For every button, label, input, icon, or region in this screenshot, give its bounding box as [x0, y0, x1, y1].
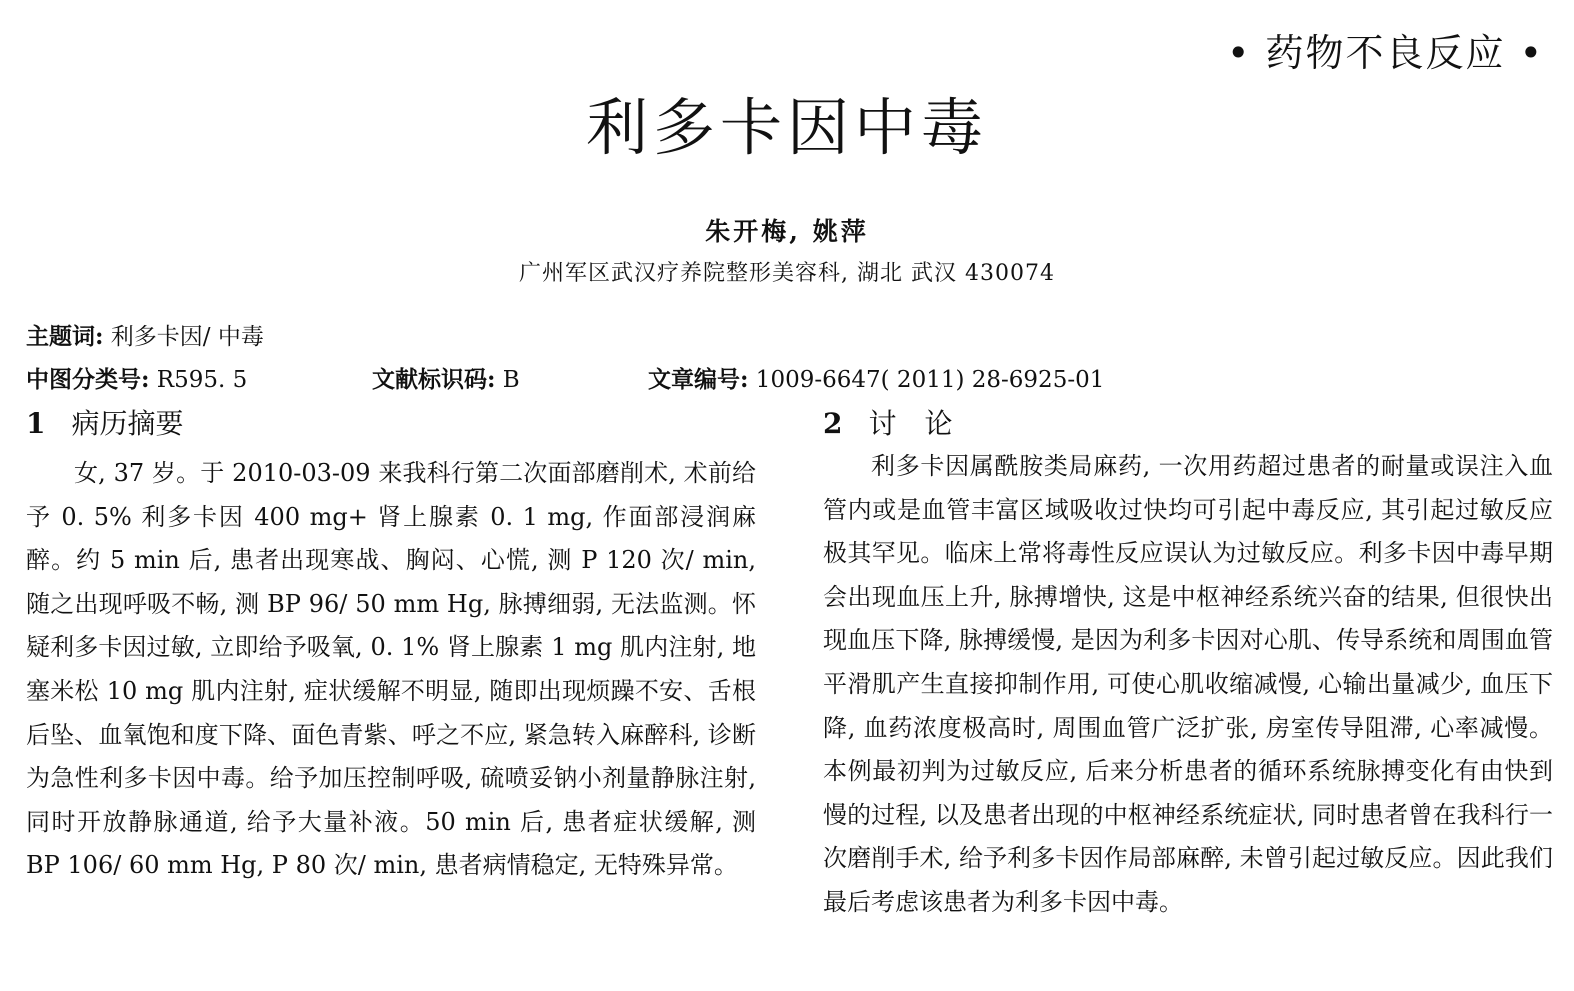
section-1-heading [26, 402, 184, 442]
section-tag: • 药物不良反应 • [1227, 31, 1544, 75]
section-1-paragraph: 女, 37 岁。于 2010-03-09 来我科行第二次面部磨削术, 术前给予 0. 5% 利多卡因 400 mg+ 肾上腺素 0. 1 mg, 作面部浸润麻醉。约 5 min 后, 患者出现寒战、胸闷、心慌, 测 P 120 次/ min, 随之出现呼吸不畅, 测 BP 96/ 50 mm Hg, 脉搏细弱, 无法监测。怀疑利多卡因过敏, 立即给予吸氧, 0. 1% 肾上腺素 1 mg 肌内注射, 地塞米松 10 mg 肌内注射, 症状缓解不明显, 随即出现烦躁不安、舌根后坠、血氧饱和度下降、面色青紫、呼之不应, 紧急转入麻醉科, 诊断为急性利多卡因中毒。给予加压控制呼吸, 硫喷妥钠小剂量静脉注射, 同时开放静脉通道, 给予大量补液。50 min 后, 患者症状缓解, 测 BP 106/ 60 mm Hg, P 80 次/ min, 患者病情稳定, 无特殊异常。 [26, 459, 756, 880]
section-1-number: 1 [26, 407, 46, 440]
classification-label: 中图分类号: [26, 366, 150, 393]
section-2-paragraph: 利多卡因属酰胺类局麻药, 一次用药超过患者的耐量或误注入血管内或是血管丰富区域吸收过快均可引起中毒反应, 其引起过敏反应极其罕见。临床上常将毒性反应误认为过敏反应。利多卡因中毒早期会出现血压上升, 脉搏增快, 这是中枢神经系统兴奋的结果, 但很快出现血压下降, 脉搏缓慢, 是因为利多卡因对心肌、传导系统和周围血管平滑肌产生直接抑制作用, 可使心肌收缩减慢, 心输出量减少, 血压下降, 血药浓度极高时, 周围血管广泛扩张, 房室传导阻滞, 心率减慢。本例最初判为过敏反应, 后来分析患者的循环系统脉搏变化有由快到慢的过程, 以及患者出现的中枢神经系统症状, 同时患者曾在我科行一次磨削手术, 给予利多卡因作局部麻醉, 未曾引起过敏反应。因此我们最后考虑该患者为利多卡因中毒。 [823, 452, 1553, 916]
keywords-value: 利多卡因/ 中毒 [103, 324, 264, 350]
document-code-value: B [495, 367, 520, 393]
section-2-heading [823, 402, 953, 442]
article-title: 利多卡因中毒 [585, 91, 988, 164]
document-code-field [372, 361, 520, 394]
authors: 朱开梅, 姚萍 [705, 217, 869, 246]
section-2-title: 讨 论 [868, 407, 953, 440]
section-1-body [26, 452, 756, 888]
section-1-title: 病历摘要 [71, 407, 184, 440]
article-number-field [648, 361, 1104, 394]
keywords-label: 主题词: [26, 323, 104, 350]
classification-field [26, 361, 247, 394]
document-code-label: 文献标识码: [372, 366, 496, 393]
article-number-label: 文章编号: [648, 366, 749, 393]
keywords-line [26, 318, 264, 351]
classification-value: R595. 5 [149, 367, 248, 393]
article-number-value: 1009-6647( 2011) 28-6925-01 [748, 367, 1105, 393]
section-2-body [823, 445, 1553, 925]
section-2-number: 2 [823, 407, 843, 440]
affiliation: 广州军区武汉疗养院整形美容科, 湖北 武汉 430074 [519, 261, 1055, 286]
